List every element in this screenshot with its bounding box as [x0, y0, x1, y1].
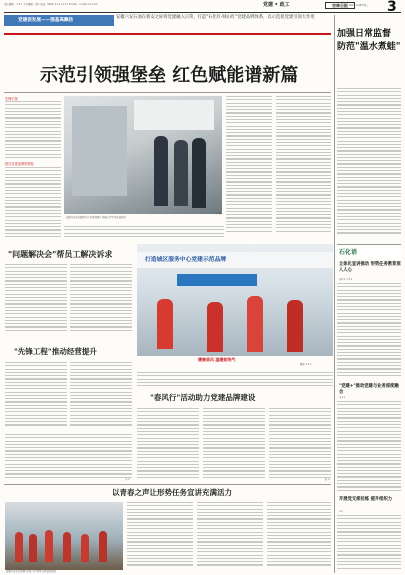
sidebar-item2-byline: 吴×× [339, 396, 346, 399]
subhead-e: "春风行"活动助力党建品牌建设 [150, 393, 256, 402]
masthead-info: 责任编辑：王×× 美术编辑：刘× 电话：0431-××××××× E-mail：××@×××.com [4, 3, 98, 6]
sidebar-logo-box [337, 244, 401, 258]
byline-3: 赵 × [324, 478, 330, 481]
text-column-1 [5, 101, 61, 159]
page-number: 3 [387, 0, 397, 15]
text-column-8 [137, 408, 199, 480]
sidebar-item1-title: 立体化宣讲推动 形势任务教育深入人心 [339, 262, 401, 273]
lead-summary: 安徽六安石油在新安之际将党建融入日常，打造"石化红·映山红"党建品牌体系，以示范促党建引领大作用 [116, 15, 315, 20]
photo-exhibition-hall [64, 96, 222, 214]
issue-date: 2025.3.26星期三 [349, 4, 369, 7]
text-column-4 [5, 264, 67, 334]
text-column-photo-under [64, 226, 224, 240]
byline-1: 王 鹏 [215, 212, 221, 215]
section-name: 党建 • 政工 [263, 2, 290, 8]
photo2-credit: 摄影 ××× [300, 363, 312, 366]
sidebar-item3-text [337, 515, 401, 573]
photo2-sign: 打造城区服务中心党建示范品牌 [145, 257, 227, 263]
photo-field-talk [5, 502, 123, 570]
photo1-caption: 安徽六安石油组织员工参观党建工作展示厅学习先进经验 [66, 216, 126, 219]
text-column-9 [203, 408, 265, 480]
text-column-11 [5, 434, 132, 480]
text-under-photo2 [137, 372, 333, 390]
headline-underline [4, 92, 331, 93]
subhead-c: "问题解决会"帮员工解决诉求 [8, 249, 113, 259]
text-column-2 [226, 96, 272, 236]
byline-2: 李 × [124, 478, 130, 481]
headline-rule [4, 33, 331, 35]
text-column-7 [70, 362, 132, 430]
text-column-14 [267, 502, 331, 570]
sidebar-item3-byline: ×× [339, 510, 344, 513]
photo3-caption: 安徽六安石油开展"青春之声"形势任务宣讲活动 [6, 570, 57, 573]
sidebar-title: 加强日常监督 防范"温水煮蛙" [337, 29, 401, 52]
text-column-6 [5, 362, 67, 430]
sidebar-logo: 石化语 [339, 249, 358, 256]
photo-service-center [137, 244, 333, 356]
sidebar-column [337, 88, 401, 238]
lead-tag: 党建促发展——强基高飘扬 [4, 15, 114, 26]
sidebar-item1-text [337, 283, 401, 380]
sidebar-divider [334, 15, 335, 573]
section-rule [4, 484, 331, 485]
text-column-13 [197, 502, 263, 570]
masthead-rule [4, 12, 401, 13]
text-column-10 [269, 408, 331, 480]
subhead-a: 先锋引领 [5, 97, 18, 101]
sidebar-item3-title: 开展党支部拉练 提升组织力 [339, 497, 393, 502]
subhead-f: 以青春之声让形势任务宣讲充满活力 [112, 488, 232, 497]
text-column-12 [127, 502, 193, 570]
text-column-5 [70, 264, 132, 334]
subhead-b: 根在党建战网络领航 [5, 162, 34, 166]
text-column-1b [5, 167, 61, 239]
sidebar-item2-text [337, 401, 401, 493]
sidebar-item2-title: "党建+"推动党建与业务深度融合 [339, 384, 399, 395]
text-column-3 [276, 96, 331, 236]
headline: 示范引领强堡垒 红色赋能谱新篇 [40, 65, 299, 86]
paper-logo: 吉林日报 [325, 2, 355, 9]
subhead-d: "先锋工程"推动经营提升 [14, 347, 97, 356]
sidebar-item1-byline: 刘×× 王×× [339, 278, 353, 281]
photo2-caption: 德兼美风 温暖前线气 [198, 357, 236, 362]
